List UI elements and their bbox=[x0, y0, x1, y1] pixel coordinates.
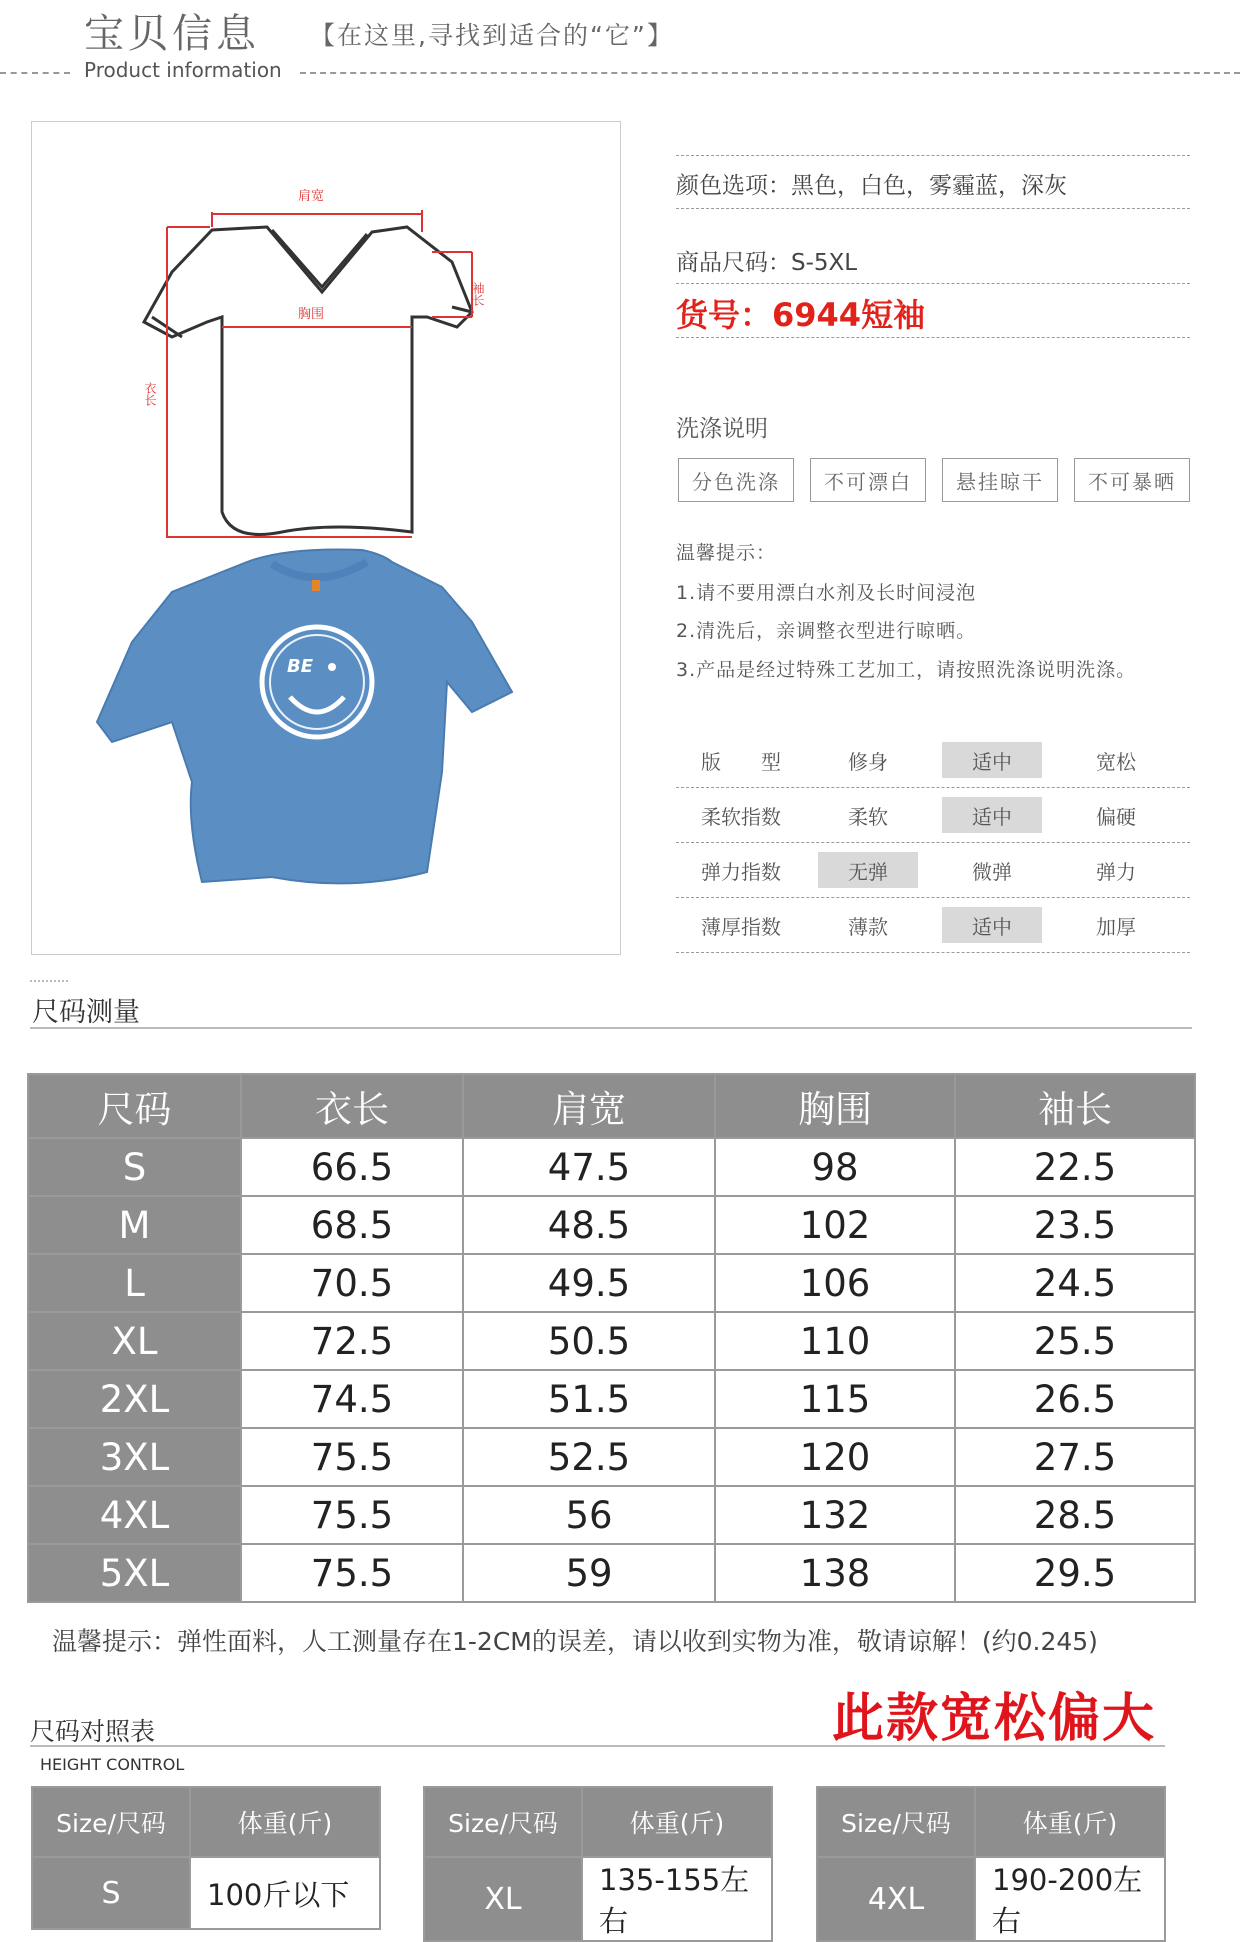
size-table-header-cell: 袖长 bbox=[955, 1074, 1195, 1138]
table-row bbox=[28, 1138, 1195, 1196]
measure-cell: 68.5 bbox=[241, 1196, 463, 1254]
measure-cell: 23.5 bbox=[955, 1196, 1195, 1254]
attribute-option: 偏硬 bbox=[1096, 804, 1136, 829]
height-control-table bbox=[31, 1786, 381, 1930]
size-table-header-cell: 胸围 bbox=[715, 1074, 955, 1138]
table-row bbox=[28, 1428, 1195, 1486]
section-slogan: 【在这里,寻找到适合的“它”】 bbox=[310, 21, 674, 50]
height-control-header-cell: 体重(斤) bbox=[975, 1787, 1165, 1857]
attribute-label: 柔软指数 bbox=[701, 804, 781, 829]
size-label-cell: M bbox=[28, 1196, 241, 1254]
attribute-option-selected: 适中 bbox=[942, 742, 1042, 778]
height-control-size: 4XL bbox=[817, 1857, 975, 1941]
size-table-header bbox=[28, 1074, 1195, 1138]
attribute-option-selected: 无弹 bbox=[818, 852, 918, 888]
attribute-option: 弹力 bbox=[1096, 859, 1136, 884]
info-divider bbox=[676, 208, 1190, 209]
header-divider-left bbox=[0, 72, 70, 74]
faded-divider bbox=[30, 980, 68, 982]
attribute-label: 薄厚指数 bbox=[701, 914, 781, 939]
measure-title: 尺码测量 bbox=[32, 997, 140, 1028]
size-label-cell: L bbox=[28, 1254, 241, 1312]
measure-divider bbox=[30, 1027, 1192, 1029]
table-row bbox=[28, 1486, 1195, 1544]
section-title: 宝贝信息 bbox=[84, 11, 260, 57]
shoulder-label: 肩宽 bbox=[298, 189, 325, 204]
table-row bbox=[28, 1312, 1195, 1370]
measure-cell: 56 bbox=[463, 1486, 715, 1544]
attribute-option-selected: 适中 bbox=[942, 907, 1042, 943]
measure-cell: 26.5 bbox=[955, 1370, 1195, 1428]
measure-cell: 59 bbox=[463, 1544, 715, 1602]
tips-title: 温馨提示： bbox=[676, 542, 777, 564]
tip-line: 1.请不要用漂白水剂及长时间浸泡 bbox=[676, 582, 977, 604]
height-control-weight: 190-200左右 bbox=[975, 1857, 1165, 1941]
attribute-row bbox=[676, 843, 1190, 898]
attribute-option: 修身 bbox=[848, 749, 888, 774]
attribute-label: 弹力指数 bbox=[701, 859, 781, 884]
attribute-row bbox=[676, 898, 1190, 953]
measure-cell: 75.5 bbox=[241, 1486, 463, 1544]
print-text: BE bbox=[287, 656, 314, 677]
table-row bbox=[28, 1196, 1195, 1254]
table-row bbox=[28, 1544, 1195, 1602]
measure-cell: 72.5 bbox=[241, 1312, 463, 1370]
chest-label: 胸围 bbox=[298, 307, 325, 322]
size-table-header-cell: 肩宽 bbox=[463, 1074, 715, 1138]
table-row bbox=[28, 1254, 1195, 1312]
color-options: 颜色选项：黑色，白色，雾霾蓝，深灰 bbox=[676, 173, 1067, 199]
height-control-header-cell: Size/尺码 bbox=[32, 1787, 190, 1857]
section-subtitle: Product information bbox=[84, 58, 282, 82]
height-control-weight: 100斤以下 bbox=[190, 1857, 380, 1929]
measure-note: 温馨提示：弹性面料，人工测量存在1-2CM的误差，请以收到实物为准，敬请谅解！(约0.245) bbox=[52, 1627, 1098, 1656]
attribute-option: 薄款 bbox=[848, 914, 888, 939]
info-divider bbox=[676, 337, 1190, 338]
size-label-cell: S bbox=[28, 1138, 241, 1196]
measure-cell: 48.5 bbox=[463, 1196, 715, 1254]
measure-cell: 66.5 bbox=[241, 1138, 463, 1196]
measure-cell: 29.5 bbox=[955, 1544, 1195, 1602]
size-table-header-cell: 尺码 bbox=[28, 1074, 241, 1138]
wash-item: 悬挂晾干 bbox=[942, 458, 1058, 502]
size-range: 商品尺码：S-5XL bbox=[676, 250, 858, 276]
product-image-panel bbox=[31, 121, 621, 955]
attribute-option: 宽松 bbox=[1096, 749, 1136, 774]
fit-note: 此款宽松偏大 bbox=[832, 1689, 1157, 1749]
measure-cell: 47.5 bbox=[463, 1138, 715, 1196]
wash-item: 不可暴晒 bbox=[1074, 458, 1190, 502]
attribute-label: 版 型 bbox=[701, 749, 781, 774]
size-label-cell: 2XL bbox=[28, 1370, 241, 1428]
height-control-header-cell: Size/尺码 bbox=[817, 1787, 975, 1857]
attribute-option: 柔软 bbox=[848, 804, 888, 829]
height-control-table bbox=[816, 1786, 1166, 1942]
attribute-grid bbox=[676, 733, 1190, 953]
measure-cell: 22.5 bbox=[955, 1138, 1195, 1196]
measure-cell: 52.5 bbox=[463, 1428, 715, 1486]
sleeve-label: 袖长 bbox=[471, 282, 485, 306]
size-label-cell: 3XL bbox=[28, 1428, 241, 1486]
height-control-size: S bbox=[32, 1857, 190, 1929]
measure-cell: 106 bbox=[715, 1254, 955, 1312]
size-label-cell: 4XL bbox=[28, 1486, 241, 1544]
measure-cell: 49.5 bbox=[463, 1254, 715, 1312]
height-control-divider bbox=[30, 1745, 1165, 1747]
size-label-cell: 5XL bbox=[28, 1544, 241, 1602]
length-label: 衣长 bbox=[143, 382, 157, 406]
height-control-header-cell: 体重(斤) bbox=[582, 1787, 772, 1857]
measure-cell: 51.5 bbox=[463, 1370, 715, 1428]
attribute-option-selected: 适中 bbox=[942, 797, 1042, 833]
height-control-header-cell: 体重(斤) bbox=[190, 1787, 380, 1857]
measure-cell: 25.5 bbox=[955, 1312, 1195, 1370]
measure-cell: 138 bbox=[715, 1544, 955, 1602]
measure-cell: 132 bbox=[715, 1486, 955, 1544]
measure-cell: 24.5 bbox=[955, 1254, 1195, 1312]
product-photo bbox=[97, 550, 512, 884]
measure-cell: 75.5 bbox=[241, 1544, 463, 1602]
measure-cell: 115 bbox=[715, 1370, 955, 1428]
height-control-subtitle: HEIGHT CONTROL bbox=[40, 1755, 185, 1774]
attribute-row bbox=[676, 733, 1190, 788]
height-control-table bbox=[423, 1786, 773, 1942]
info-divider bbox=[676, 155, 1190, 156]
size-table-header-cell: 衣长 bbox=[241, 1074, 463, 1138]
attribute-option: 加厚 bbox=[1096, 914, 1136, 939]
shirt-diagram bbox=[32, 122, 622, 956]
attribute-option: 微弹 bbox=[972, 859, 1012, 884]
height-control-title: 尺码对照表 bbox=[30, 1717, 156, 1746]
tip-line: 2.清洗后，亲调整衣型进行晾晒。 bbox=[676, 620, 977, 642]
measure-cell: 110 bbox=[715, 1312, 955, 1370]
wash-title: 洗涤说明 bbox=[676, 416, 768, 442]
tshirt-outline-icon bbox=[144, 227, 472, 535]
height-control-size: XL bbox=[424, 1857, 582, 1941]
measure-cell: 120 bbox=[715, 1428, 955, 1486]
article-number: 货号：6944短袖 bbox=[676, 296, 926, 334]
wash-item: 不可漂白 bbox=[810, 458, 926, 502]
attribute-row bbox=[676, 788, 1190, 843]
height-control-header-cell: Size/尺码 bbox=[424, 1787, 582, 1857]
measure-cell: 28.5 bbox=[955, 1486, 1195, 1544]
measure-cell: 70.5 bbox=[241, 1254, 463, 1312]
tip-line: 3.产品是经过特殊工艺加工，请按照洗涤说明洗涤。 bbox=[676, 659, 1137, 681]
table-row bbox=[28, 1370, 1195, 1428]
header-divider-right bbox=[300, 72, 1240, 74]
measure-cell: 98 bbox=[715, 1138, 955, 1196]
size-table bbox=[27, 1073, 1196, 1603]
measure-cell: 74.5 bbox=[241, 1370, 463, 1428]
measure-cell: 50.5 bbox=[463, 1312, 715, 1370]
measure-cell: 27.5 bbox=[955, 1428, 1195, 1486]
wash-item: 分色洗涤 bbox=[678, 458, 794, 502]
size-label-cell: XL bbox=[28, 1312, 241, 1370]
measure-cell: 75.5 bbox=[241, 1428, 463, 1486]
measure-cell: 102 bbox=[715, 1196, 955, 1254]
height-control-weight: 135-155左右 bbox=[582, 1857, 772, 1941]
info-divider bbox=[676, 283, 1190, 284]
